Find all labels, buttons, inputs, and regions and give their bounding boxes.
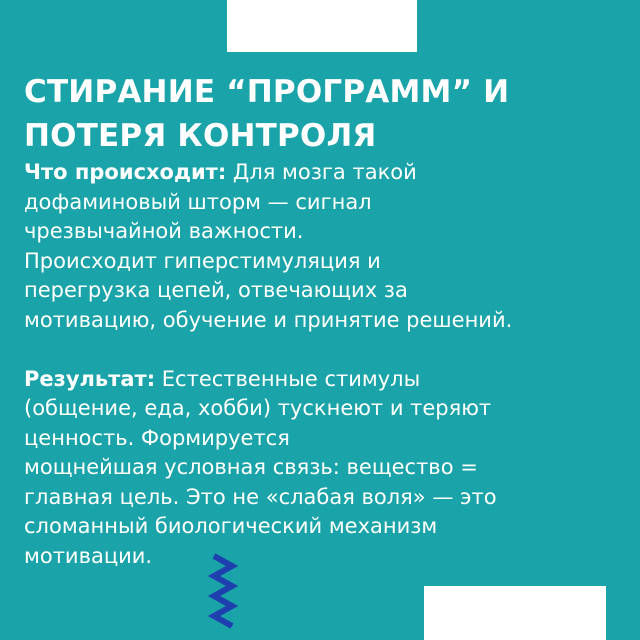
title-line-2: ПОТЕРЯ КОНТРОЛЯ <box>24 118 377 154</box>
section1-line-5: перегрузка цепей, отвечающих за <box>24 278 408 302</box>
section1-line-1: Для мозга такой <box>226 160 417 184</box>
title-line-1: СТИРАНИЕ “ПРОГРАММ” И <box>24 74 510 110</box>
top-decorative-rectangle <box>227 0 417 52</box>
label-what-happens: Что происходит: <box>24 160 227 184</box>
section2-line-5: главная цель. Это не «слабая воля» — это <box>24 484 497 509</box>
paragraph-result <box>24 365 624 572</box>
section2-line-1: Естественные стимулы <box>155 366 421 391</box>
paragraph-what-happens <box>24 158 624 335</box>
section2-line-3: ценность. Формируется <box>24 425 290 450</box>
label-result: Результат: <box>24 366 156 391</box>
section2-line-7: мотивации. <box>24 543 153 568</box>
section2-line-4: мощнейшая условная связь: вещество = <box>24 455 478 479</box>
section1-line-2: дофаминовый шторм — сигнал <box>24 189 372 214</box>
section2-line-2: (общение, еда, хобби) тускнеют и теряют <box>24 396 492 420</box>
section2-line-6: сломанный биологический механизм <box>24 514 438 538</box>
zigzag-decoration-icon <box>206 552 242 632</box>
page-title <box>24 70 624 158</box>
section1-line-3: чрезвычайной важности. <box>24 219 304 243</box>
bottom-decorative-rectangle <box>424 586 606 640</box>
content-body <box>24 158 624 571</box>
section1-line-4: Происходит гиперстимуляция и <box>24 248 381 273</box>
section1-line-6: мотивацию, обучение и принятие решений. <box>24 307 513 332</box>
